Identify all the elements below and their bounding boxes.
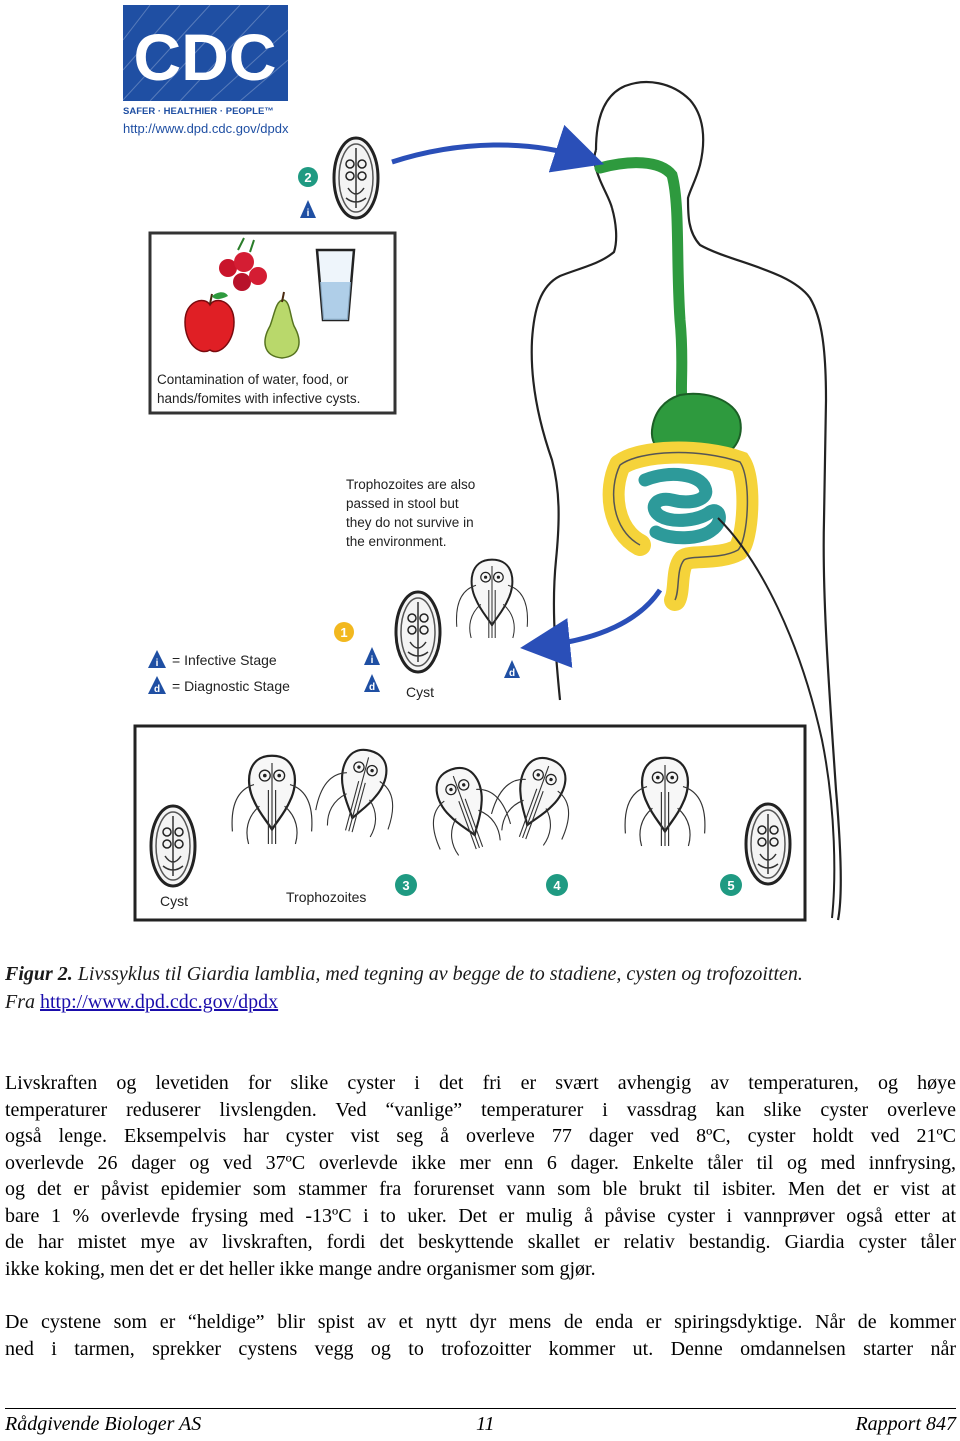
svg-text:i: i — [306, 208, 310, 219]
infective-stage-icon-mid — [364, 647, 380, 666]
footer-rule — [5, 1408, 956, 1409]
cyst-label-mid: Cyst — [406, 684, 434, 700]
svg-text:1: 1 — [340, 625, 348, 640]
step-4-badge — [546, 874, 568, 896]
caption-source-prefix: Fra — [5, 991, 40, 1013]
svg-text:d: d — [153, 684, 161, 695]
contamination-text-line1: Contamination of water, food, or — [157, 372, 349, 387]
step-1-badge — [334, 622, 354, 642]
contamination-text-line2: hands/fomites with infective cysts. — [157, 391, 361, 406]
cdc-logo — [123, 5, 289, 136]
svg-text:2: 2 — [304, 170, 312, 185]
cdc-url: http://www.dpd.cdc.gov/dpdx — [123, 121, 289, 136]
ingested-cyst — [334, 138, 378, 218]
svg-text:3: 3 — [402, 878, 410, 893]
step-5-badge — [720, 874, 742, 896]
caption-source-link[interactable]: http://www.dpd.cdc.gov/dpdx — [40, 991, 279, 1013]
excystation-box — [135, 726, 805, 920]
caption-text: Livssyklus til Giardia lamblia, med tegning av begge de to stadiene, cysten og trofozoitten. — [72, 963, 803, 985]
paragraph-survival — [5, 1070, 956, 1282]
paragraph-line: overlevde 26 dager og ved 37ºC overlevde ikke mer enn 6 dager. Enkelte tåler til og med innfrysing, — [5, 1151, 956, 1174]
svg-text:Trophozoites are also: Trophozoites are also — [346, 477, 476, 492]
infective-stage-icon — [300, 200, 316, 219]
water-glass-icon — [317, 250, 354, 320]
svg-text:5: 5 — [727, 878, 735, 893]
paragraph-line: og det er påvist epidemier som stammer fra forurenset vann som ble brukt til isbiter. Men det er vist at — [5, 1178, 956, 1200]
footer-page-number: 11 — [476, 1413, 495, 1435]
footer-company: Rådgivende Biologer AS — [5, 1413, 202, 1435]
paragraph-line: ned i tarmen, sprekker cystens vegg og to trofozoitter kommer ut. Denne omdannelsen starter når — [5, 1337, 956, 1360]
svg-text:d: d — [368, 682, 376, 693]
contamination-box — [150, 233, 395, 413]
svg-text:i: i — [370, 655, 374, 666]
passed-cyst — [396, 592, 440, 672]
footer-report-number: Rapport 847 — [855, 1413, 956, 1435]
svg-text:i: i — [155, 658, 159, 669]
cdc-tagline: SAFER · HEALTHIER · PEOPLE™ — [123, 106, 274, 117]
cdc-logo-text: CDC — [133, 20, 277, 94]
trophozoites-label: Trophozoites — [286, 889, 367, 905]
stage-legend — [148, 650, 290, 695]
bottom-cyst-right — [746, 804, 790, 884]
svg-text:4: 4 — [553, 878, 561, 893]
trophozoite-note — [346, 477, 475, 549]
esophagus — [600, 163, 682, 400]
svg-text:d: d — [508, 668, 516, 679]
step-2-badge — [298, 167, 318, 187]
legend-diagnostic-label: = Diagnostic Stage — [172, 678, 290, 694]
paragraph-line: De cystene som er “heldige” blir spist av et nytt dyr mens de enda er spiringsdyktige. Når de kommer — [5, 1311, 956, 1333]
paragraph-line: også lenge. Eksempelvis har cyster vist seg å overleve 77 dager ved 8ºC, cyster holdt ved 21ºC — [5, 1125, 956, 1147]
step-3-badge — [395, 874, 417, 896]
passed-trophozoite — [457, 560, 528, 638]
paragraph-line: temperaturer reduserer livslengden. Ved “vanlige” temperaturer i vassdrag kan slike cyster overleve — [5, 1098, 956, 1121]
paragraph-line: ikke koking, men det er det heller ikke mange andre organismer som gjør. — [5, 1257, 596, 1280]
caption-label: Figur 2. — [5, 963, 73, 985]
paragraph-excystation — [5, 1309, 956, 1362]
small-intestine — [645, 474, 719, 537]
figure-caption — [5, 960, 955, 1016]
cyst-label-bottom: Cyst — [160, 893, 188, 909]
paragraph-line: Livskraften og levetiden for slike cyster i det fri er svært avhengig av temperaturen, og høye — [5, 1072, 956, 1094]
paragraph-line: de har mistet mye av livskraften, fordi det beskyttende skallet er relativ bestandig. Giardia cyster tåler — [5, 1231, 956, 1253]
svg-text:passed in stool but: passed in stool but — [346, 496, 459, 511]
svg-text:the environment.: the environment. — [346, 534, 447, 549]
svg-text:they do not survive in: they do not survive in — [346, 515, 474, 530]
diagnostic-stage-icon-right — [504, 660, 520, 679]
bottom-cyst-left — [151, 806, 195, 886]
legend-infective-label: = Infective Stage — [172, 652, 277, 668]
diagnostic-stage-icon-mid — [364, 674, 380, 693]
paragraph-line: bare 1 % overlevde frysing med -13ºC i to uker. Det er mulig å påvise cyster i vannprøver også etter at — [5, 1204, 956, 1227]
